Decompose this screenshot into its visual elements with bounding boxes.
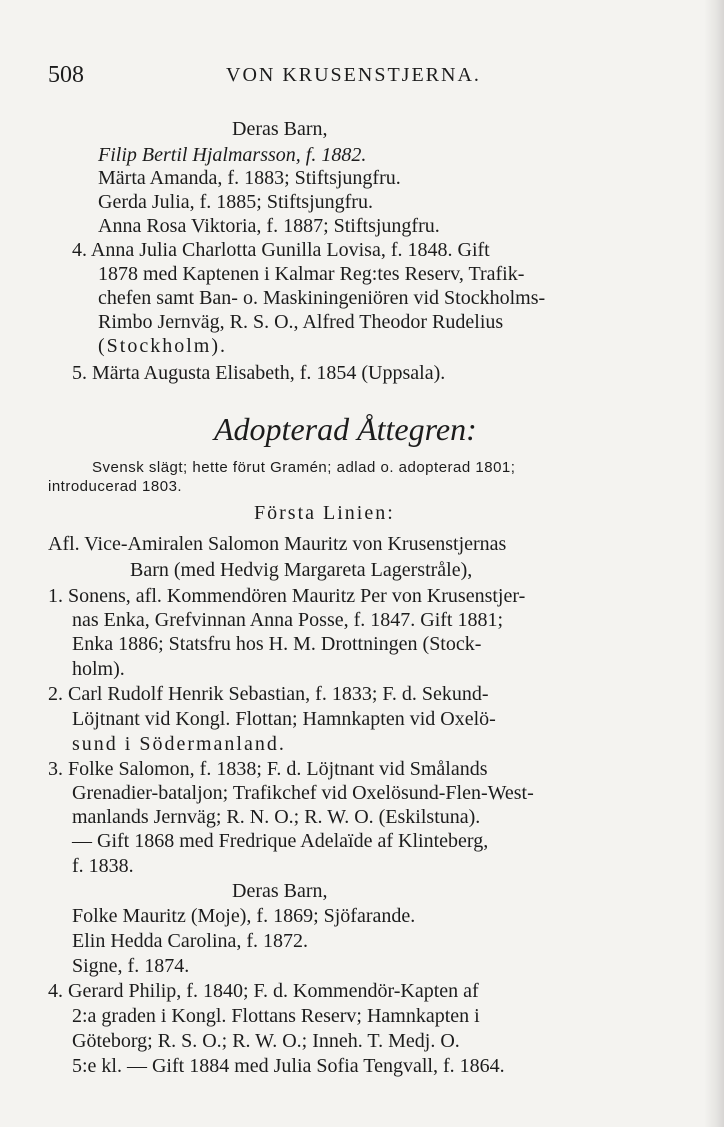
text-line: Märta Amanda, f. 1883; Stiftsjungfru. [98,167,401,189]
text-line: 4. Anna Julia Charlotta Gunilla Lovisa, f. 1848. Gift [72,239,490,261]
text-line: — Gift 1868 med Fredrique Adelaïde af Klinteberg, [72,830,489,852]
text-line: Grenadier-bataljon; Trafikchef vid Oxelösund-Flen-West- [72,782,534,804]
page-header [48,62,648,92]
text-line: Rimbo Jernväg, R. S. O., Alfred Theodor Rudelius [98,311,504,333]
heading-deras-barn-2: Deras Barn, [232,880,328,902]
text-line: 5. Märta Augusta Elisabeth, f. 1854 (Uppsala). [72,362,446,384]
text-line: chefen samt Ban- o. Maskiningeniören vid Stockholms- [98,287,546,309]
text-line: Gerda Julia, f. 1885; Stiftsjungfru. [98,191,373,213]
text-line: Folke Mauritz (Moje), f. 1869; Sjöfarande. [72,905,416,927]
section-title: Adopterad Åttegren: [214,411,477,447]
text-line: nas Enka, Grefvinnan Anna Posse, f. 1847. Gift 1881; [72,609,504,631]
page-edge-shadow [704,0,724,1127]
text-line: (Stockholm). [98,335,227,357]
text-line: 1878 med Kaptenen i Kalmar Reg:tes Reserv, Trafik- [98,263,525,285]
text-line: Svensk slägt; hette förut Gramén; adlad o. adopterad 1801; [92,459,516,476]
text-line: 4. Gerard Philip, f. 1840; F. d. Kommendör-Kapten af [48,980,479,1002]
text-line: Afl. Vice-Amiralen Salomon Mauritz von Krusenstjernas [48,533,507,555]
text-line: introducerad 1803. [48,478,183,495]
text-line: Signe, f. 1874. [72,955,190,977]
text-line: Göteborg; R. S. O.; R. W. O.; Inneh. T. Medj. O. [72,1030,460,1052]
text-line: Filip Bertil Hjalmarsson, f. 1882. [98,144,367,166]
text-line: 2:a graden i Kongl. Flottans Reserv; Hamnkapten i [72,1005,480,1027]
text-line: holm). [72,658,125,680]
heading-deras-barn: Deras Barn, [232,118,328,140]
text-line: 2. Carl Rudolf Henrik Sebastian, f. 1833; F. d. Sekund- [48,683,489,705]
subsection-title: Första Linien: [254,502,395,524]
text-line: f. 1838. [72,855,134,877]
text-line: manlands Jernväg; R. N. O.; R. W. O. (Eskilstuna). [72,806,481,828]
text-line: 1. Sonens, afl. Kommendören Mauritz Per von Krusenstjer- [48,585,526,607]
text-line: Anna Rosa Viktoria, f. 1887; Stiftsjungfru. [98,215,440,237]
text-line: 5:e kl. — Gift 1884 med Julia Sofia Tengvall, f. 1864. [72,1055,505,1077]
text-line: Barn (med Hedvig Margareta Lagerstråle), [130,559,473,581]
text-line: Löjtnant vid Kongl. Flottan; Hamnkapten vid Oxelö- [72,708,496,730]
text-line: 3. Folke Salomon, f. 1838; F. d. Löjtnant vid Smålands [48,758,488,780]
page-number: 508 [48,62,84,88]
running-head: VON KRUSENSTJERNA. [226,64,481,86]
text-line: sund i Södermanland. [72,733,286,755]
text-line: Enka 1886; Statsfru hos H. M. Drottningen (Stock- [72,633,482,655]
text-line: Elin Hedda Carolina, f. 1872. [72,930,309,952]
